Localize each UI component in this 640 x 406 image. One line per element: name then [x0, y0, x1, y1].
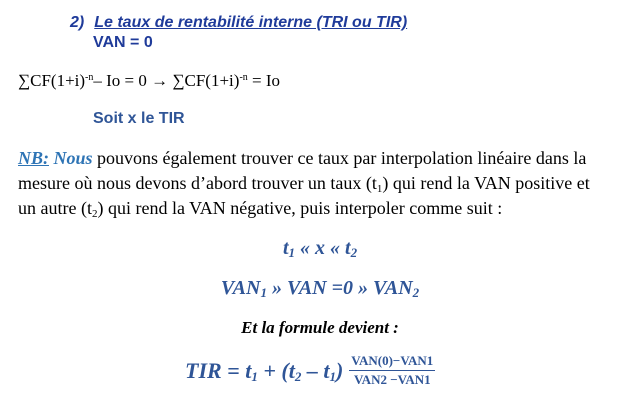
nb-line-3 — [18, 196, 628, 221]
sum-formula-part1: ∑CF(1+i) — [18, 71, 86, 90]
van2-sub: 2 — [412, 285, 420, 300]
sum-formula — [18, 71, 280, 91]
sum-formula-exp2: -n — [239, 72, 248, 83]
nb-paragraph — [18, 146, 628, 221]
tir-lhs-sub: 1 — [251, 368, 258, 384]
tir-lhs-text: TIR = t — [185, 357, 252, 383]
tir-numerator: VAN(0)−VAN1 — [349, 353, 435, 371]
tir-fraction — [349, 353, 435, 388]
nb-line2-text-a: mesure où nous devons d’abord trouver un taux (t — [18, 173, 377, 193]
nb-first-word: Nous — [53, 148, 93, 168]
t2-sub: 2 — [350, 245, 358, 260]
formula-intro: Et la formule devient : — [241, 318, 399, 337]
t1-symbol: t — [282, 237, 289, 259]
tir-denominator: VAN2 −VAN1 — [353, 372, 431, 387]
tir-t1-sub: 1 — [329, 368, 336, 384]
section-heading — [70, 14, 407, 32]
nb-label: NB: — [18, 148, 49, 168]
nb-line-2 — [18, 171, 628, 196]
tir-formula — [185, 353, 435, 388]
nb-line1-text: pouvons également trouver ce taux par interpolation linéaire dans la — [92, 148, 587, 168]
heading-title: Le taux de rentabilité interne (TRI ou TIR) — [94, 14, 408, 31]
van-equation: VAN = 0 — [93, 34, 153, 51]
van1-symbol: VAN — [220, 277, 261, 299]
nb-line3-text-b: ) qui rend la VAN négative, puis interpoler comme suit : — [97, 198, 503, 218]
tir-lhs — [185, 358, 343, 384]
nb-line2-text-b: ) qui rend la VAN positive et — [382, 173, 590, 193]
sum-formula-exp1: -n — [85, 72, 94, 83]
van2-symbol: VAN — [373, 277, 413, 299]
t-interval-middle: « x « — [295, 237, 345, 259]
nb-line2-sub: 1 — [376, 183, 383, 195]
nb-line-1 — [18, 146, 628, 171]
nb-line3-sub: 2 — [91, 208, 98, 220]
sum-formula-part2: – Io = 0 → ∑CF(1+i) — [93, 71, 240, 90]
tir-plus: + (t — [257, 357, 295, 383]
tir-minus: – t — [301, 357, 330, 383]
t-interval — [0, 236, 640, 260]
van-interval — [0, 276, 640, 300]
nb-line3-text-a: un autre (t — [18, 198, 92, 218]
sum-formula-part3: = Io — [247, 71, 281, 90]
tir-t2-sub: 2 — [294, 368, 302, 384]
t2-symbol: t — [345, 237, 351, 259]
van-interval-middle: » VAN =0 » — [266, 277, 374, 299]
heading-number: 2) — [70, 14, 85, 31]
soit-line: Soit x le TIR — [93, 110, 185, 127]
t1-sub: 1 — [288, 245, 295, 260]
tir-close: ) — [335, 357, 344, 383]
van1-sub: 1 — [260, 285, 267, 300]
